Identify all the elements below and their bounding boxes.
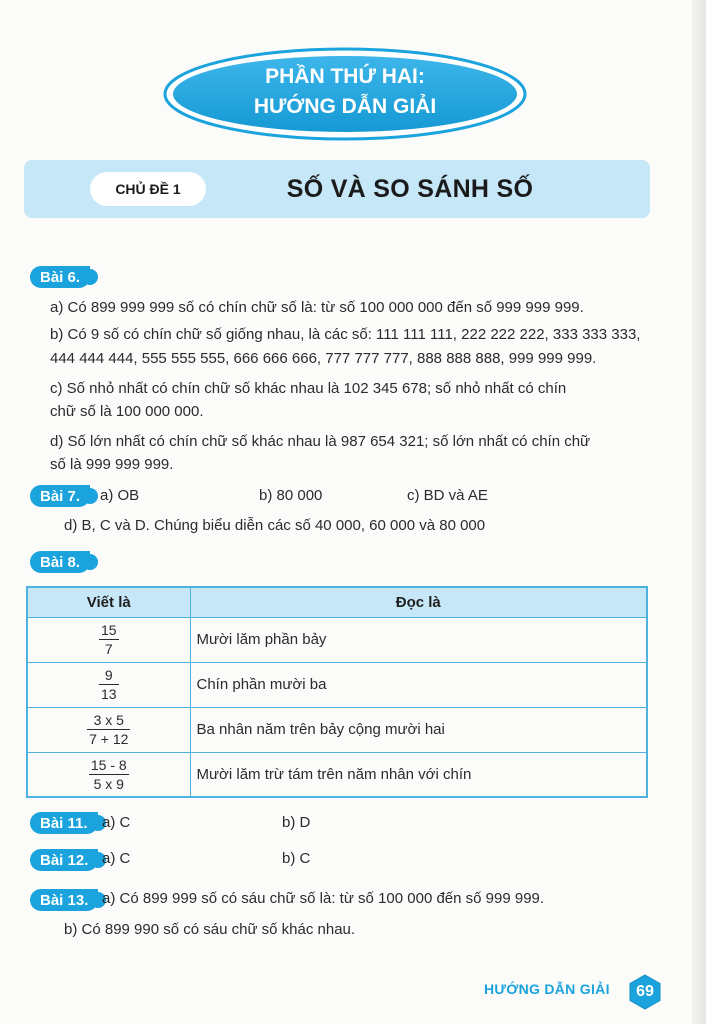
fraction-numerator: 15 - 8 (90, 756, 127, 773)
reading-table (26, 586, 648, 798)
bai12-part-a: a) C (102, 850, 131, 867)
bai6-part-d-line2: số là 999 999 999. (50, 456, 174, 473)
bai6-part-c-line2: chữ số là 100 000 000. (50, 403, 204, 420)
topic-title: SỐ VÀ SO SÁNH SỐ (286, 174, 534, 203)
exercise-badge-6: Bài 6. (30, 266, 90, 288)
topic-band (24, 160, 650, 218)
reading-cell: Chín phần mười ba (190, 662, 647, 707)
exercise-badge-11: Bài 11. (30, 812, 98, 834)
bai6-part-c-line1: c) Số nhỏ nhất có chín chữ số khác nhau là 102 345 678; số nhỏ nhất có chín (50, 380, 567, 397)
bai12-part-b: b) C (282, 850, 311, 867)
part-title-line2: HƯỚNG DẪN GIẢI (253, 95, 437, 118)
reading-cell: Ba nhân năm trên bảy cộng mười hai (190, 707, 647, 752)
reading-cell: Mười lăm trừ tám trên năm nhân với chín (190, 752, 647, 797)
bai7-part-a: a) OB (100, 487, 140, 504)
table-header-row (27, 587, 647, 617)
table-row (27, 617, 647, 662)
page-edge (692, 0, 706, 1024)
fraction-denominator: 7 + 12 (89, 731, 129, 747)
fraction-denominator: 5 x 9 (93, 775, 124, 792)
fraction-cell (27, 707, 190, 752)
table-row (27, 662, 647, 707)
fraction (99, 666, 119, 703)
footer-section-label: HƯỚNG DẪN GIẢI (484, 981, 610, 997)
bai7-part-c: c) BD và AE (407, 487, 488, 504)
bai7-part-d: d) B, C và D. Chúng biểu diễn các số 40 000, 60 000 và 80 000 (64, 517, 486, 534)
fraction-numerator: 9 (99, 666, 119, 685)
fraction-cell (27, 662, 190, 707)
fraction (89, 756, 129, 793)
page-number-badge (628, 974, 662, 1010)
bai11-part-a: a) C (102, 814, 131, 831)
bai6-part-a: a) Có 899 999 999 số có chín chữ số là: từ số 100 000 000 đến số 999 999 999. (50, 299, 584, 316)
bai13-part-a: a) Có 899 999 số có sáu chữ số là: từ số 100 000 đến số 999 999. (102, 890, 545, 907)
fraction-cell (27, 617, 190, 662)
header-viet-la: Viết là (27, 587, 190, 617)
part-title (162, 46, 528, 142)
fraction-denominator: 7 (104, 641, 113, 657)
fraction (99, 621, 119, 658)
exercise-badge-13: Bài 13. (30, 889, 98, 911)
fraction (87, 711, 130, 748)
bai7-part-b: b) 80 000 (259, 487, 323, 504)
reading-cell: Mười lăm phần bảy (190, 617, 647, 662)
bai6-part-d-line1: d) Số lớn nhất có chín chữ số khác nhau là 987 654 321; số lớn nhất có chín chữ (50, 433, 591, 450)
bai6-part-b-line1: b) Có 9 số có chín chữ số giống nhau, là các số: 111 111 111, 222 222 222, 333 333 333, (50, 326, 641, 343)
page-number: 69 (636, 983, 654, 1000)
part-title-line1: PHẦN THỨ HAI: (265, 65, 425, 88)
header-doc-la: Đọc là (190, 587, 647, 617)
bai11-part-b: b) D (282, 814, 311, 831)
table-row (27, 707, 647, 752)
exercise-badge-8: Bài 8. (30, 551, 90, 573)
table-row (27, 752, 647, 797)
topic-label: CHỦ ĐỀ 1 (90, 172, 206, 206)
bai6-part-b-line2: 444 444 444, 555 555 555, 666 666 666, 777 777 777, 888 888 888, 999 999 999. (50, 350, 597, 367)
fraction-numerator: 3 x 5 (87, 711, 130, 730)
fraction-cell (27, 752, 190, 797)
bai13-part-b: b) Có 899 990 số có sáu chữ số khác nhau. (64, 921, 356, 938)
fraction-numerator: 15 (100, 622, 117, 638)
fraction-denominator: 13 (100, 686, 117, 702)
exercise-badge-12: Bài 12. (30, 849, 98, 871)
exercise-badge-7: Bài 7. (30, 485, 90, 507)
